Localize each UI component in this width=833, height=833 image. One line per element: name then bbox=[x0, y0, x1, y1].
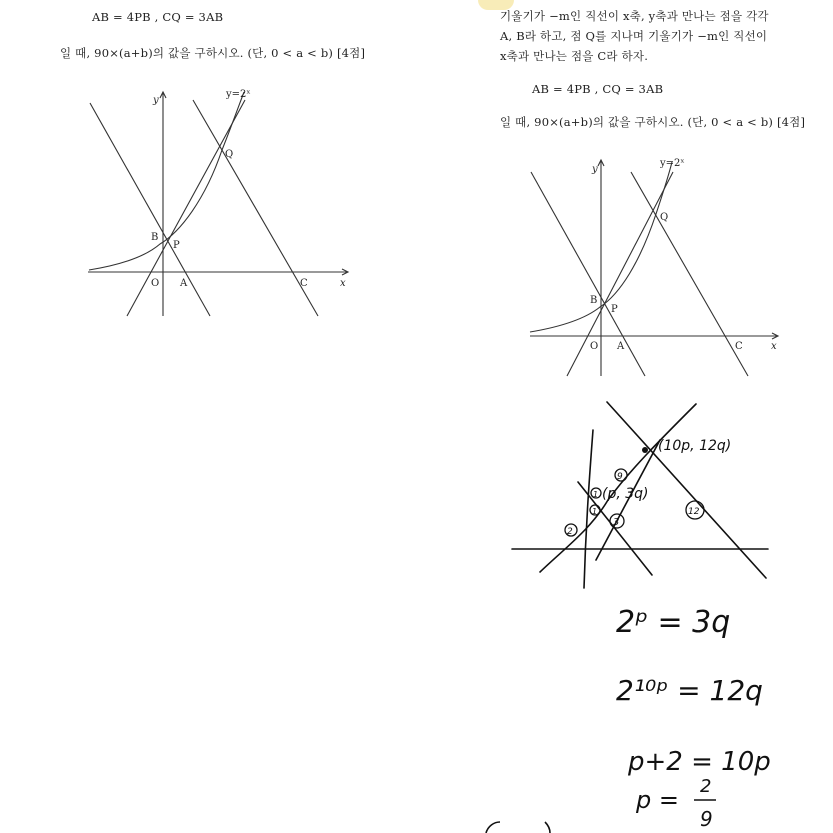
right-question: 일 때, 90×(a+b)의 값을 구하시오. (단, 0 < a < b) [4점] bbox=[500, 115, 806, 129]
left-y-label: y bbox=[153, 95, 159, 106]
sketch-num-1b: 1 bbox=[592, 507, 598, 516]
note-eq4-num: 2 bbox=[700, 776, 712, 797]
note-eq4-den: 9 bbox=[700, 807, 713, 831]
right-y-label: y bbox=[592, 164, 598, 175]
left-origin-label: O bbox=[151, 278, 160, 289]
left-equation-text: AB = 4PB , CQ = 3AB bbox=[92, 10, 224, 24]
right-x-label: x bbox=[771, 341, 777, 352]
right-point-p-label: P bbox=[611, 304, 618, 315]
note-eq1: 2ᵖ = 3q bbox=[616, 605, 731, 640]
right-point-q-label: Q bbox=[660, 212, 669, 223]
sketch-label-q: (10p, 12q) bbox=[658, 438, 732, 454]
left-point-c-label: C bbox=[300, 278, 308, 289]
note-partial-stroke-right bbox=[545, 822, 550, 833]
sketch-label-p: (p, 3q) bbox=[602, 486, 649, 502]
right-text-line3: x축과 만나는 점을 C라 하자. bbox=[500, 49, 649, 63]
left-curve-label: y=2ˣ bbox=[226, 89, 251, 100]
right-curve-label: y=2ˣ bbox=[660, 158, 685, 169]
sketch-num-3: 3 bbox=[613, 517, 620, 528]
left-point-q-label: Q bbox=[225, 149, 234, 160]
right-point-b-label: B bbox=[590, 295, 598, 306]
left-question: 일 때, 90×(a+b)의 값을 구하시오. (단, 0 < a < b) [4점] bbox=[60, 46, 366, 60]
sketch-num-1a: 1 bbox=[593, 490, 599, 499]
right-point-a-label: A bbox=[617, 341, 625, 352]
right-text-line1: 기울기가 −m인 직선이 x축, y축과 만나는 점을 각각 bbox=[500, 9, 769, 23]
sketch-num-12: 12 bbox=[688, 507, 700, 517]
left-point-p-label: P bbox=[173, 240, 180, 251]
right-text-line2: A, B라 하고, 점 Q를 지나며 기울기가 −m인 직선이 bbox=[500, 29, 768, 43]
sketch-num-9: 9 bbox=[617, 472, 623, 482]
sketch-num-2: 2 bbox=[567, 527, 573, 537]
note-eq3: p+2 = 10p bbox=[628, 747, 771, 777]
sketch-point-q bbox=[642, 447, 648, 453]
note-eq2: 2¹⁰ᵖ = 12q bbox=[616, 674, 763, 707]
right-point-c-label: C bbox=[735, 341, 743, 352]
left-point-b-label: B bbox=[151, 232, 159, 243]
right-origin-label: O bbox=[590, 341, 599, 352]
note-eq4-lhs: p = bbox=[636, 786, 679, 814]
note-partial-stroke-left bbox=[486, 822, 500, 833]
left-x-label: x bbox=[340, 278, 346, 289]
left-point-a-label: A bbox=[180, 278, 188, 289]
right-equation-line: AB = 4PB , CQ = 3AB bbox=[532, 82, 664, 96]
